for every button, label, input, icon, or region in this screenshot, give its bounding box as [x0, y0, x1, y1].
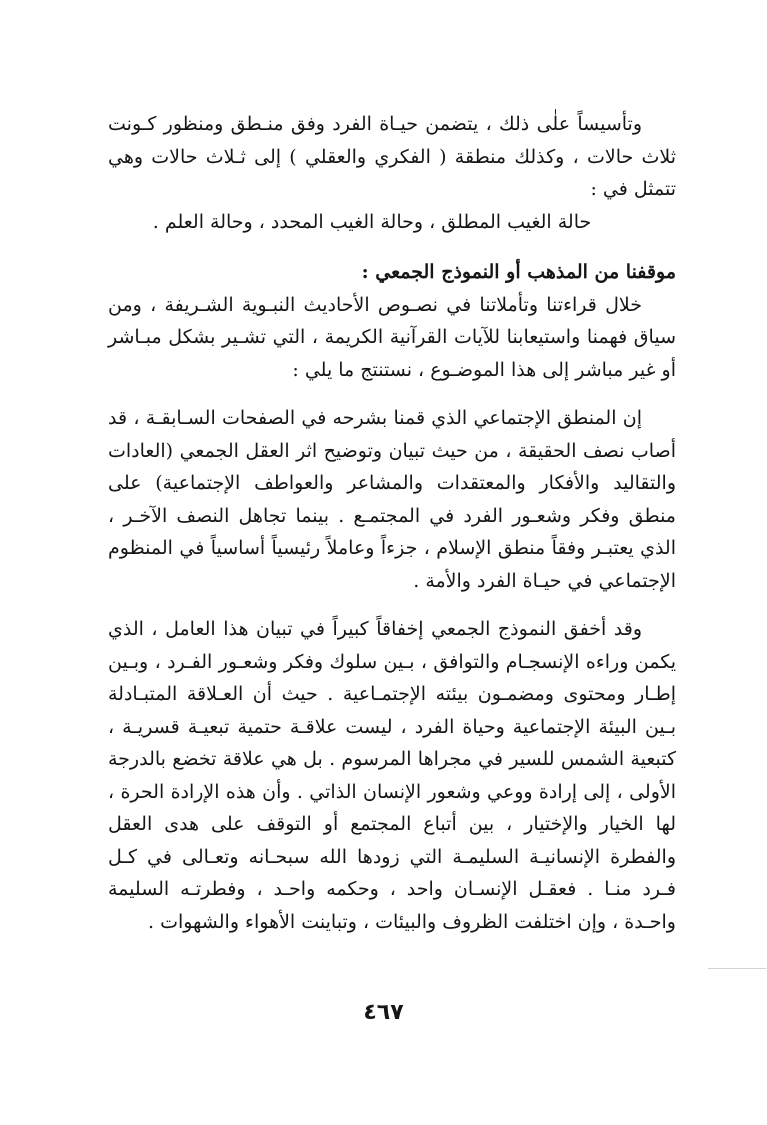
page-body — [108, 108, 676, 938]
spacer — [108, 386, 676, 402]
scan-artifact-line — [708, 968, 766, 969]
paragraph-reading: خلال قراءتنا وتأملاتنا في نصـوص الأحاديث النبـوية الشـريفة ، ومن سياق فهمنا واستيعابنا للآيات القرآنية الكريمة ، التي تشـير بشكل مبـاشر أو غير مباشر إلى هذا الموضـوع ، نستنتج ما يلي : — [108, 293, 676, 381]
spacer — [108, 238, 676, 256]
paragraph-collective-model: وقد أخفق النموذج الجمعي إخفاقاً كبيراً في تبيان هذا العامل ، الذي يكمن وراءه الإنسجـام والتوافق ، بـين سلوك وفكر وشعـور الفـرد ، وبـين إطـار ومحتوى ومضمـون بيئته الإجتمـاعية . حيث أن العـلاقة المتبـادلة بـين البيئة الإجتماعية وحياة الفرد ، ليست علاقـة حتمية تبعيـة قسريـة ، كتبعية الشمس للسير في مجراها المرسوم . بل هي علاقة تخضع بالدرجة الأولى ، إلى إرادة ووعي وشعور الإنسان الذاتي . وأن هذه الإرادة الحرة ، لها الخيار والإختيار ، بين أتباع المجتمع أو التوقف على هدى العقل والفطرة الإنسانيـة السليمـة التي زودها الله سبحـانه وتعـالى في كـل فـرد منـا . فعقـل الإنسـان واحد ، وحكمه واحـد ، وفطرتـه السليمة واحـدة ، وإن اختلفت الظروف والبيئات ، وتباينت الأهواء والشهوات . — [108, 618, 676, 933]
states-list-line: حالة الغيب المطلق ، وحالة الغيب المحدد ، وحالة العلم . — [152, 210, 592, 233]
page-number: ٤٦٧ — [363, 1000, 404, 1025]
paragraph-social-logic: إن المنطق الإجتماعي الذي قمنا بشرحه في الصفحات السـابقـة ، قد أصاب نصف الحقيقة ، من حيث تبيان وتوضيح اثر العقل الجمعي (العادات والتقاليد والأفكار والمعتقدات والمشاعر والعواطف الإجتماعية) على منطق وفكر وشعـور الفرد في المجتمـع . بينما تجاهل النصف الآخـر ، الذي يعتبـر وفقاً منطق الإسلام ، جزءاً وعاملاً رئيسياً أساسياً في المنظوم الإجتماعي في حيـاة الفرد والأمة . — [108, 407, 676, 592]
paragraph-intro: وتأسيساً علٰى ذلك ، يتضمن حيـاة الفرد وفق منـطق ومنظور كـونت ثلاث حالات ، وكذلك منطقة ( الفكري والعقلي ) إلى ثـلاث حالات وهي تتمثل في : — [108, 113, 676, 200]
spacer — [108, 597, 676, 613]
section-heading: موقفنا من المذهب أو النموذج الجمعي : — [361, 261, 676, 283]
